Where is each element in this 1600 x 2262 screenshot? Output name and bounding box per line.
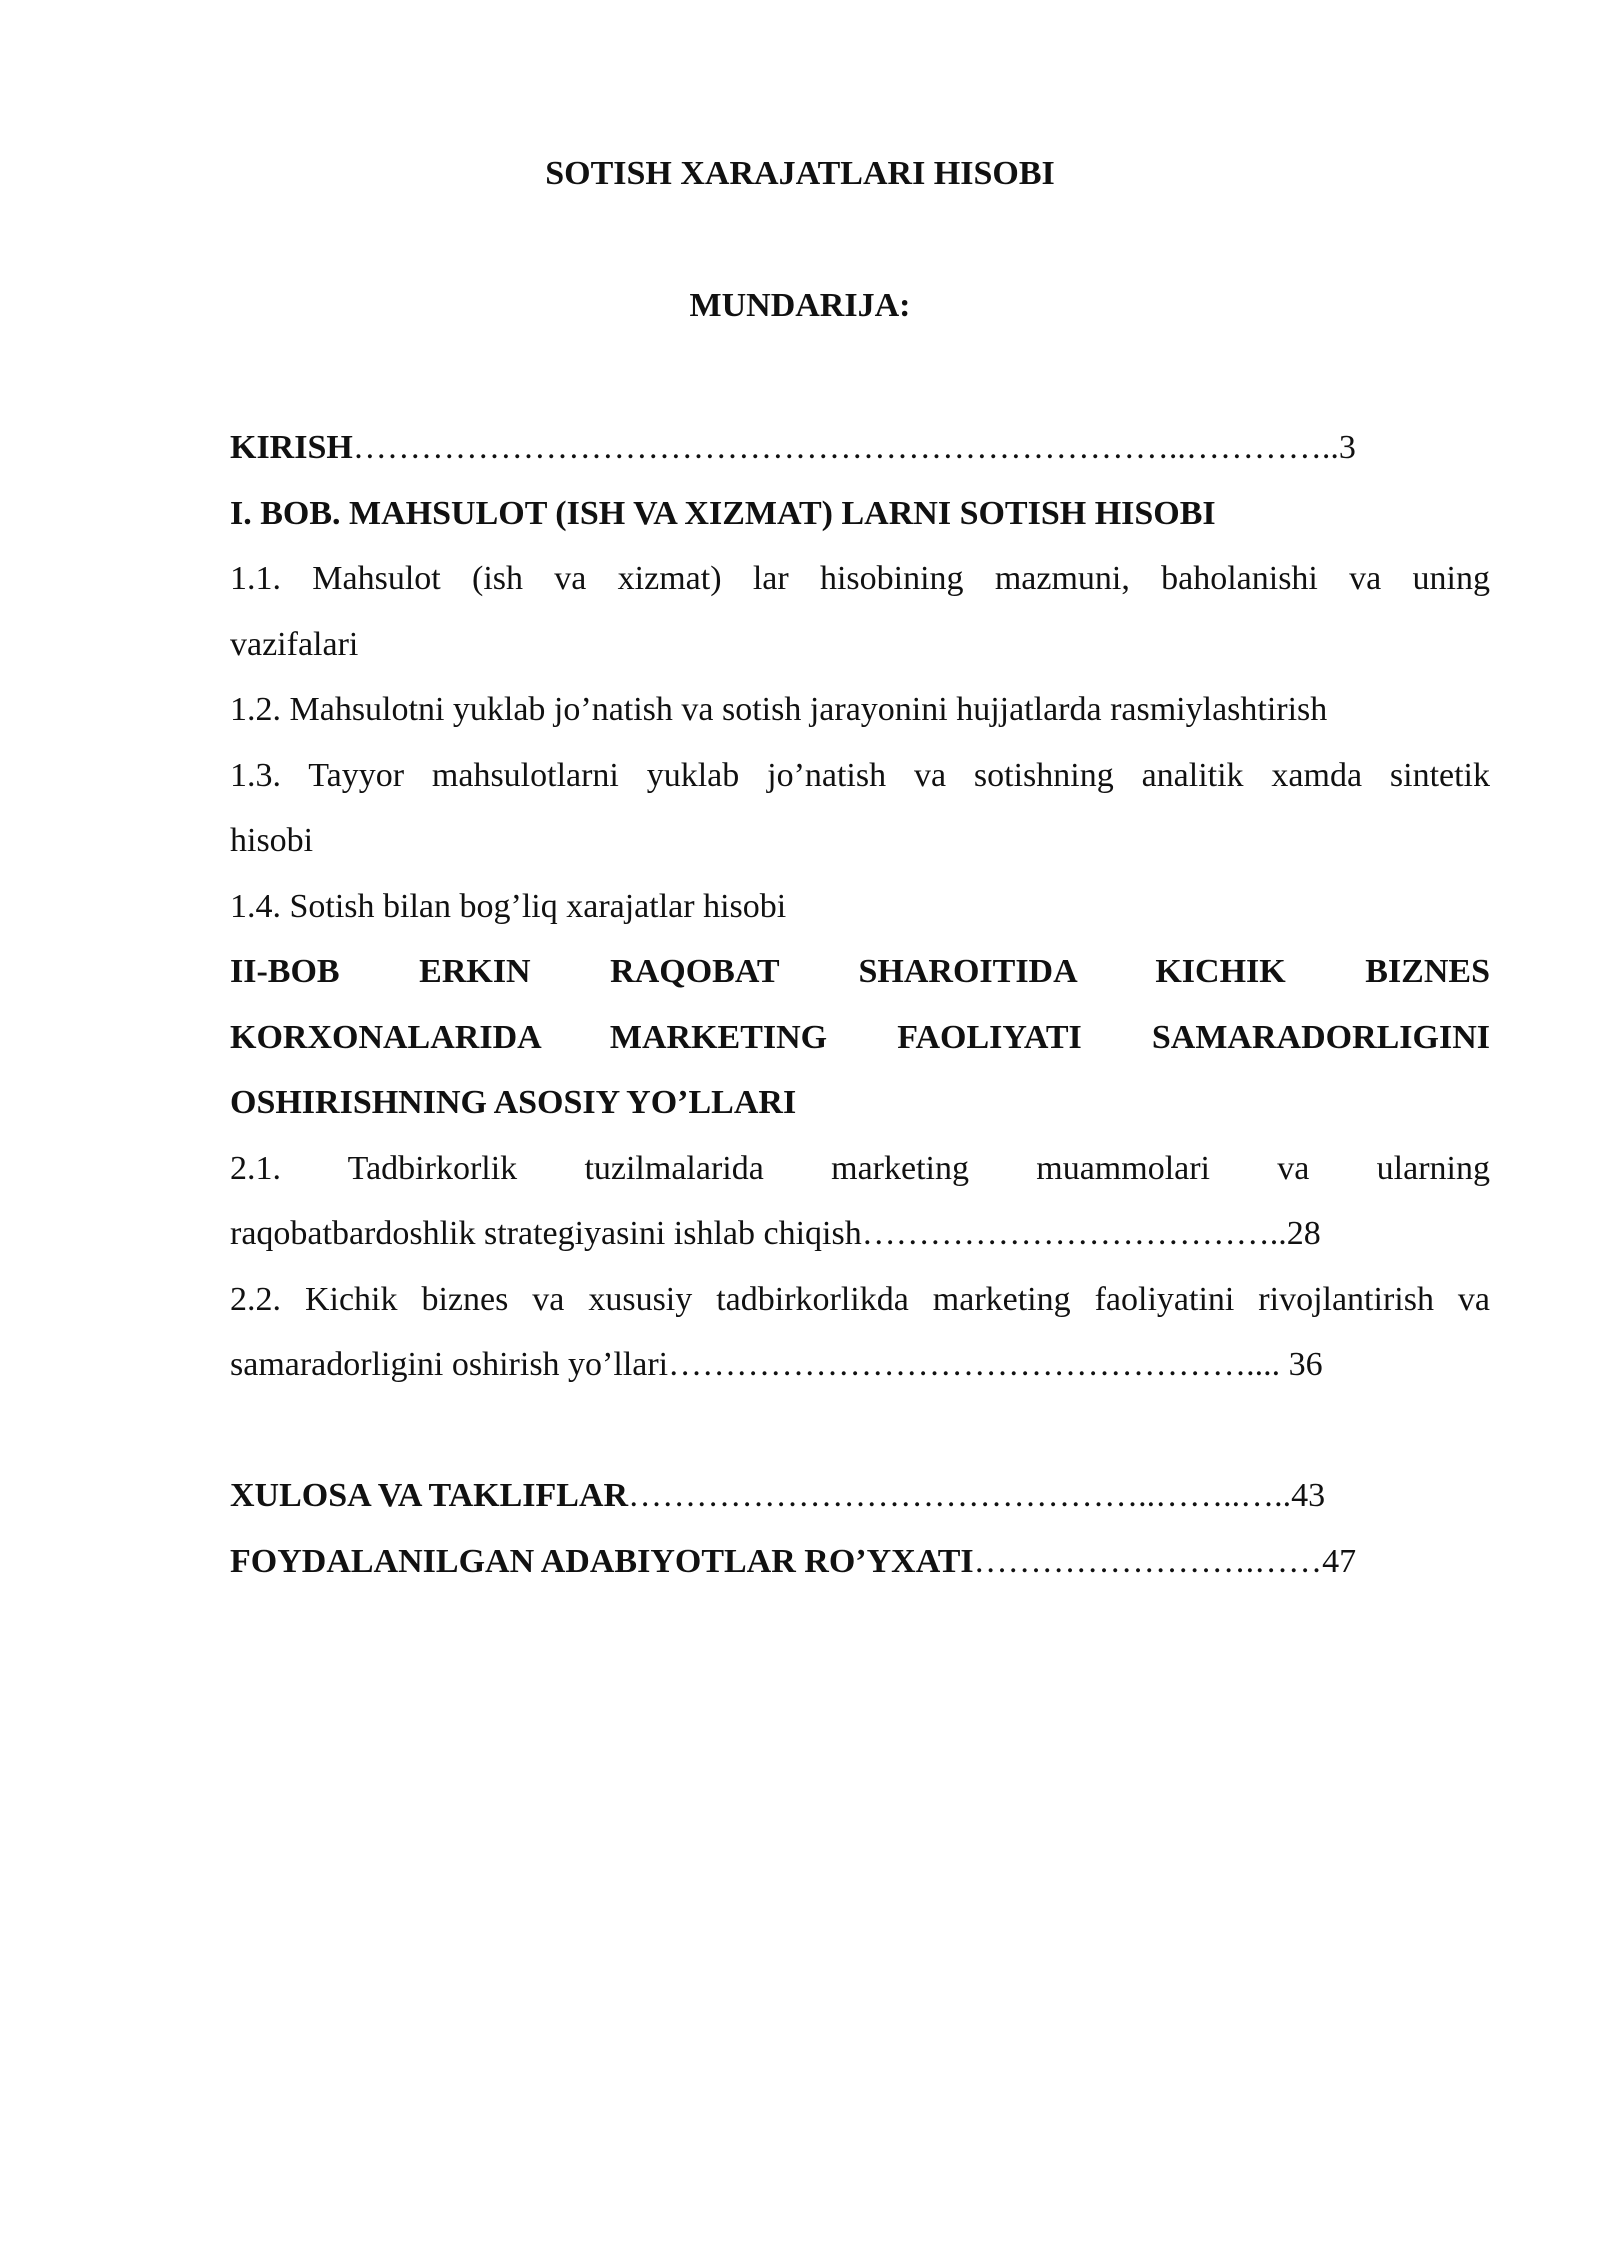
toc-page-number: 43: [1291, 1477, 1326, 1514]
toc-leader: ……………………………………………....: [668, 1346, 1281, 1383]
toc-entry-2-2-line2: [230, 1332, 1490, 1398]
toc-page-number: 3: [1338, 429, 1356, 466]
toc-heading: [0, 282, 1600, 330]
toc-leader: ………………………………………………………………..…………..: [352, 429, 1339, 466]
toc-entry-1-3-line2: hisobi: [230, 822, 314, 859]
document-title: SOTISH XARAJATLARI HISOBI: [545, 155, 1055, 192]
toc-entry-conclusion: [230, 1463, 1490, 1529]
toc-entry-1-1-line1: 1.1. Mahsulot (ish va xizmat) lar hisobining mazmuni, baholanishi va uning: [230, 560, 1490, 597]
toc-leader: ………………………………………..……..…..: [628, 1477, 1292, 1514]
toc-entry-label: KIRISH: [230, 429, 353, 466]
toc-chapter-2-line1: II-BOB ERKIN RAQOBAT SHAROITIDA KICHIK BIZNES: [230, 953, 1490, 990]
toc-heading-text: MUNDARIJA: [689, 287, 900, 324]
toc-entry-label: samaradorligini oshirish yo’llari: [230, 1346, 669, 1383]
toc-page-number: 28: [1286, 1215, 1321, 1252]
toc-entry-1-3-line1: 1.3. Tayyor mahsulotlarni yuklab jo’natish va sotishning analitik xamda sintetik: [230, 756, 1490, 794]
toc-spacer: [230, 1398, 1490, 1464]
toc-entry-2-1-line1: 2.1. Tadbirkorlik tuzilmalarida marketing muammolari va ularning: [230, 1149, 1490, 1187]
toc-leader: …………………….……: [973, 1542, 1323, 1580]
toc-entry-kirish: [230, 415, 1490, 481]
toc-entry-2-2-line1: 2.2. Kichik biznes va xususiy tadbirkorlikda marketing faoliyatini rivojlantirish va: [230, 1280, 1490, 1318]
toc-page-number: 47: [1322, 1542, 1357, 1580]
toc-entry-1-4: 1.4. Sotish bilan bog’liq xarajatlar hisobi: [230, 887, 787, 925]
toc-entry-1-1-line2: vazifalari: [230, 625, 359, 663]
toc-leader: ………………………………..: [861, 1215, 1287, 1252]
toc-entry-label: FOYDALANILGAN ADABIYOTLAR RO’YXATI: [230, 1542, 974, 1580]
toc-entry-label: XULOSA VA TAKLIFLAR: [230, 1477, 629, 1514]
table-of-contents: [230, 415, 1490, 1594]
toc-entry-label: raqobatbardoshlik strategiyasini ishlab chiqish: [230, 1215, 862, 1252]
toc-heading-colon: :: [899, 287, 911, 324]
toc-entry-2-1-line2: [230, 1201, 1490, 1267]
toc-chapter-2-line3: OSHIRISHNING ASOSIY YO’LLARI: [230, 1084, 797, 1121]
toc-entry-references: [230, 1529, 1490, 1595]
toc-chapter-1: I. BOB. MAHSULOT (ISH VA XIZMAT) LARNI SOTISH HISOBI: [230, 494, 1216, 532]
toc-entry-1-2: 1.2. Mahsulotni yuklab jo’natish va sotish jarayonini hujjatlarda rasmiylashtirish: [230, 691, 1328, 728]
toc-chapter-2-line2: KORXONALARIDA MARKETING FAOLIYATI SAMARADORLIGINI: [230, 1018, 1490, 1056]
toc-page-number: 36: [1280, 1346, 1323, 1383]
